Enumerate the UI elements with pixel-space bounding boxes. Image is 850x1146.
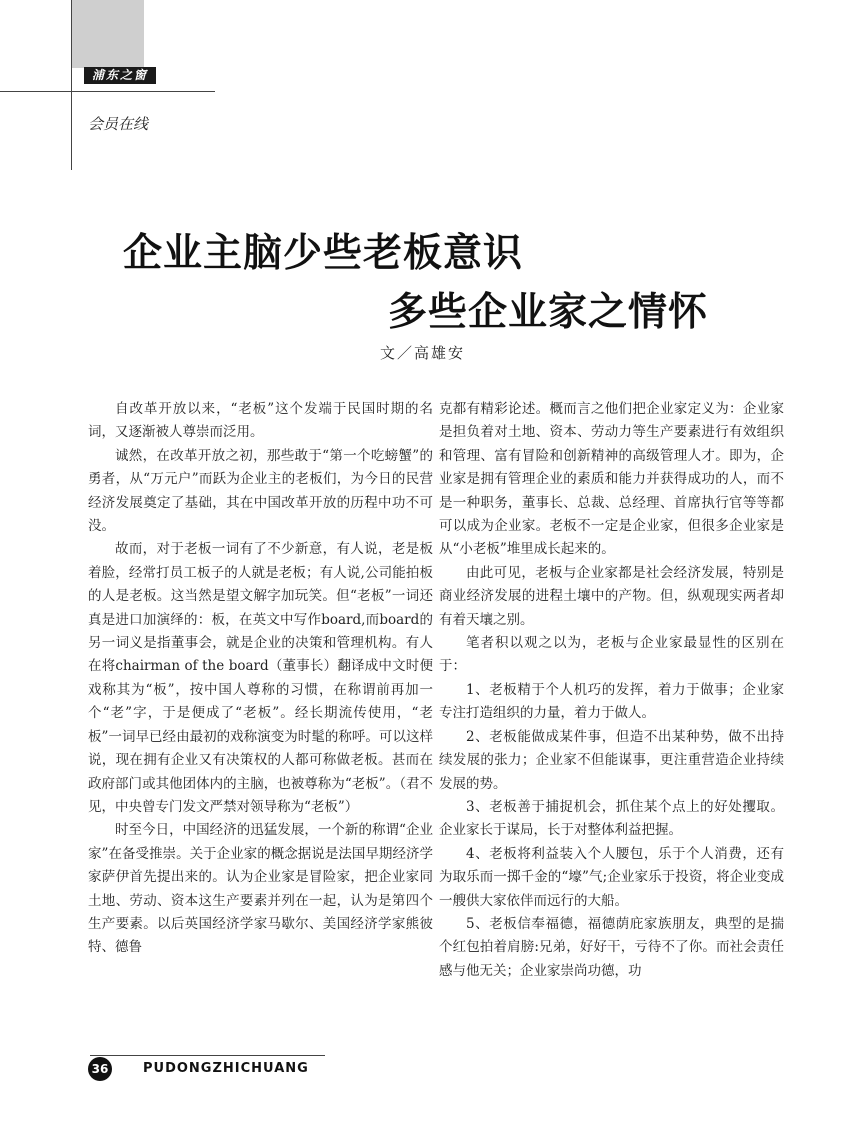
paragraph: 自改革开放以来，“老板”这个发端于民国时期的名词，又逐渐被人尊崇而泛用。 xyxy=(88,401,433,441)
list-item: 5、老板信奉福德，福德荫庇家族朋友，典型的是揣个红包拍着肩膀:兄弟，好好干，亏待不了你。而社会责任感与他无关；企业家崇尚功德，功 xyxy=(439,915,784,979)
list-item: 4、老板将利益装入个人腰包，乐于个人消费，还有为取乐而一掷千金的“壕”气;企业家乐于投资，将企业变成一艘供大家依伴而远行的大船。 xyxy=(439,845,784,909)
body-column-right xyxy=(439,398,784,983)
paragraph: 笔者积以观之以为，老板与企业家最显性的区别在于： xyxy=(439,635,784,675)
magazine-logo: 浦东之窗 xyxy=(84,67,156,84)
paragraph: 故而，对于老板一词有了不少新意，有人说，老是板着脸，经常打员工板子的人就是老板；有人说,公司能拍板的人是老板。这当然是望文解字加玩笑。但“老板”一词还真是进口加演绎的：板，在英文中写作board,而board的另一词义是指董事会，就是企业的决策和管理机构。有人在将chairman of the board（董事长）翻译成中文时便戏称其为“板”，按中国人尊称的习惯，在称谓前再加一个“老”字，于是便成了“老板”。经长期流传使用，“老板”一词早已经由最初的戏称演变为时髦的称呼。可以这样说，现在拥有企业又有决策权的人都可称做老板。甚而在政府部门或其他团体内的主脑，也被尊称为“老板”。（君不见，中央曾专门发文严禁对领导称为“老板”） xyxy=(88,541,433,815)
header-gray-block xyxy=(72,0,144,68)
list-item: 1、老板精于个人机巧的发挥，着力于做事；企业家专注打造组织的力量，着力于做人。 xyxy=(439,681,784,722)
list-item: 2、老板能做成某件事，但造不出某种势，做不出持续发展的张力；企业家不但能谋事，更注重营造企业持续发展的势。 xyxy=(439,728,784,792)
paragraph-continuation: 克都有精彩论述。概而言之他们把企业家定义为：企业家是担负着对土地、资本、劳动力等生产要素进行有效组织和管理、富有冒险和创新精神的高级管理人才。即为，企业家是拥有管理企业的素质和能力并获得成功的人，而不是一种职务，董事长、总裁、总经理、首席执行官等等都可以成为企业家。老板不一定是企业家，但很多企业家是从“小老板”堆里成长起来的。 xyxy=(439,401,784,558)
article-title-line-2: 多些企业家之情怀 xyxy=(388,290,709,335)
header-vertical-rule xyxy=(71,0,72,170)
footer-magazine-name: PUDONGZHICHUANG xyxy=(143,1061,309,1076)
list-item: 3、老板善于捕捉机会，抓住某个点上的好处攫取。企业家长于谋局，长于对整体利益把握。 xyxy=(439,798,784,839)
article-title-line-1: 企业主脑少些老板意识 xyxy=(123,231,524,276)
paragraph: 由此可见，老板与企业家都是社会经济发展，特别是商业经济发展的进程土壤中的产物。但，纵观现实两者却有着天壤之别。 xyxy=(439,564,784,628)
header-horizontal-rule xyxy=(0,91,215,92)
page-number-badge: 36 xyxy=(88,1057,112,1081)
paragraph: 时至今日，中国经济的迅猛发展，一个新的称谓“企业家”在备受推崇。关于企业家的概念据说是法国早期经济学家萨伊首先提出来的。认为企业家是冒险家，把企业家同土地、劳动、资本这生产要素并列在一起，认为是第四个生产要素。以后英国经济学家马歇尔、美国经济学家熊彼特、德鲁 xyxy=(88,822,433,956)
section-label: 会员在线 xyxy=(88,115,149,133)
article-author: 文／高雄安 xyxy=(380,344,466,362)
footer-rule xyxy=(90,1055,325,1056)
body-column-left xyxy=(88,398,433,960)
paragraph: 诚然，在改革开放之初，那些敢于“第一个吃螃蟹”的勇者，从“万元户”而跃为企业主的老板们，为今日的民营经济发展奠定了基础，其在中国改革开放的历程中功不可没。 xyxy=(88,447,433,535)
